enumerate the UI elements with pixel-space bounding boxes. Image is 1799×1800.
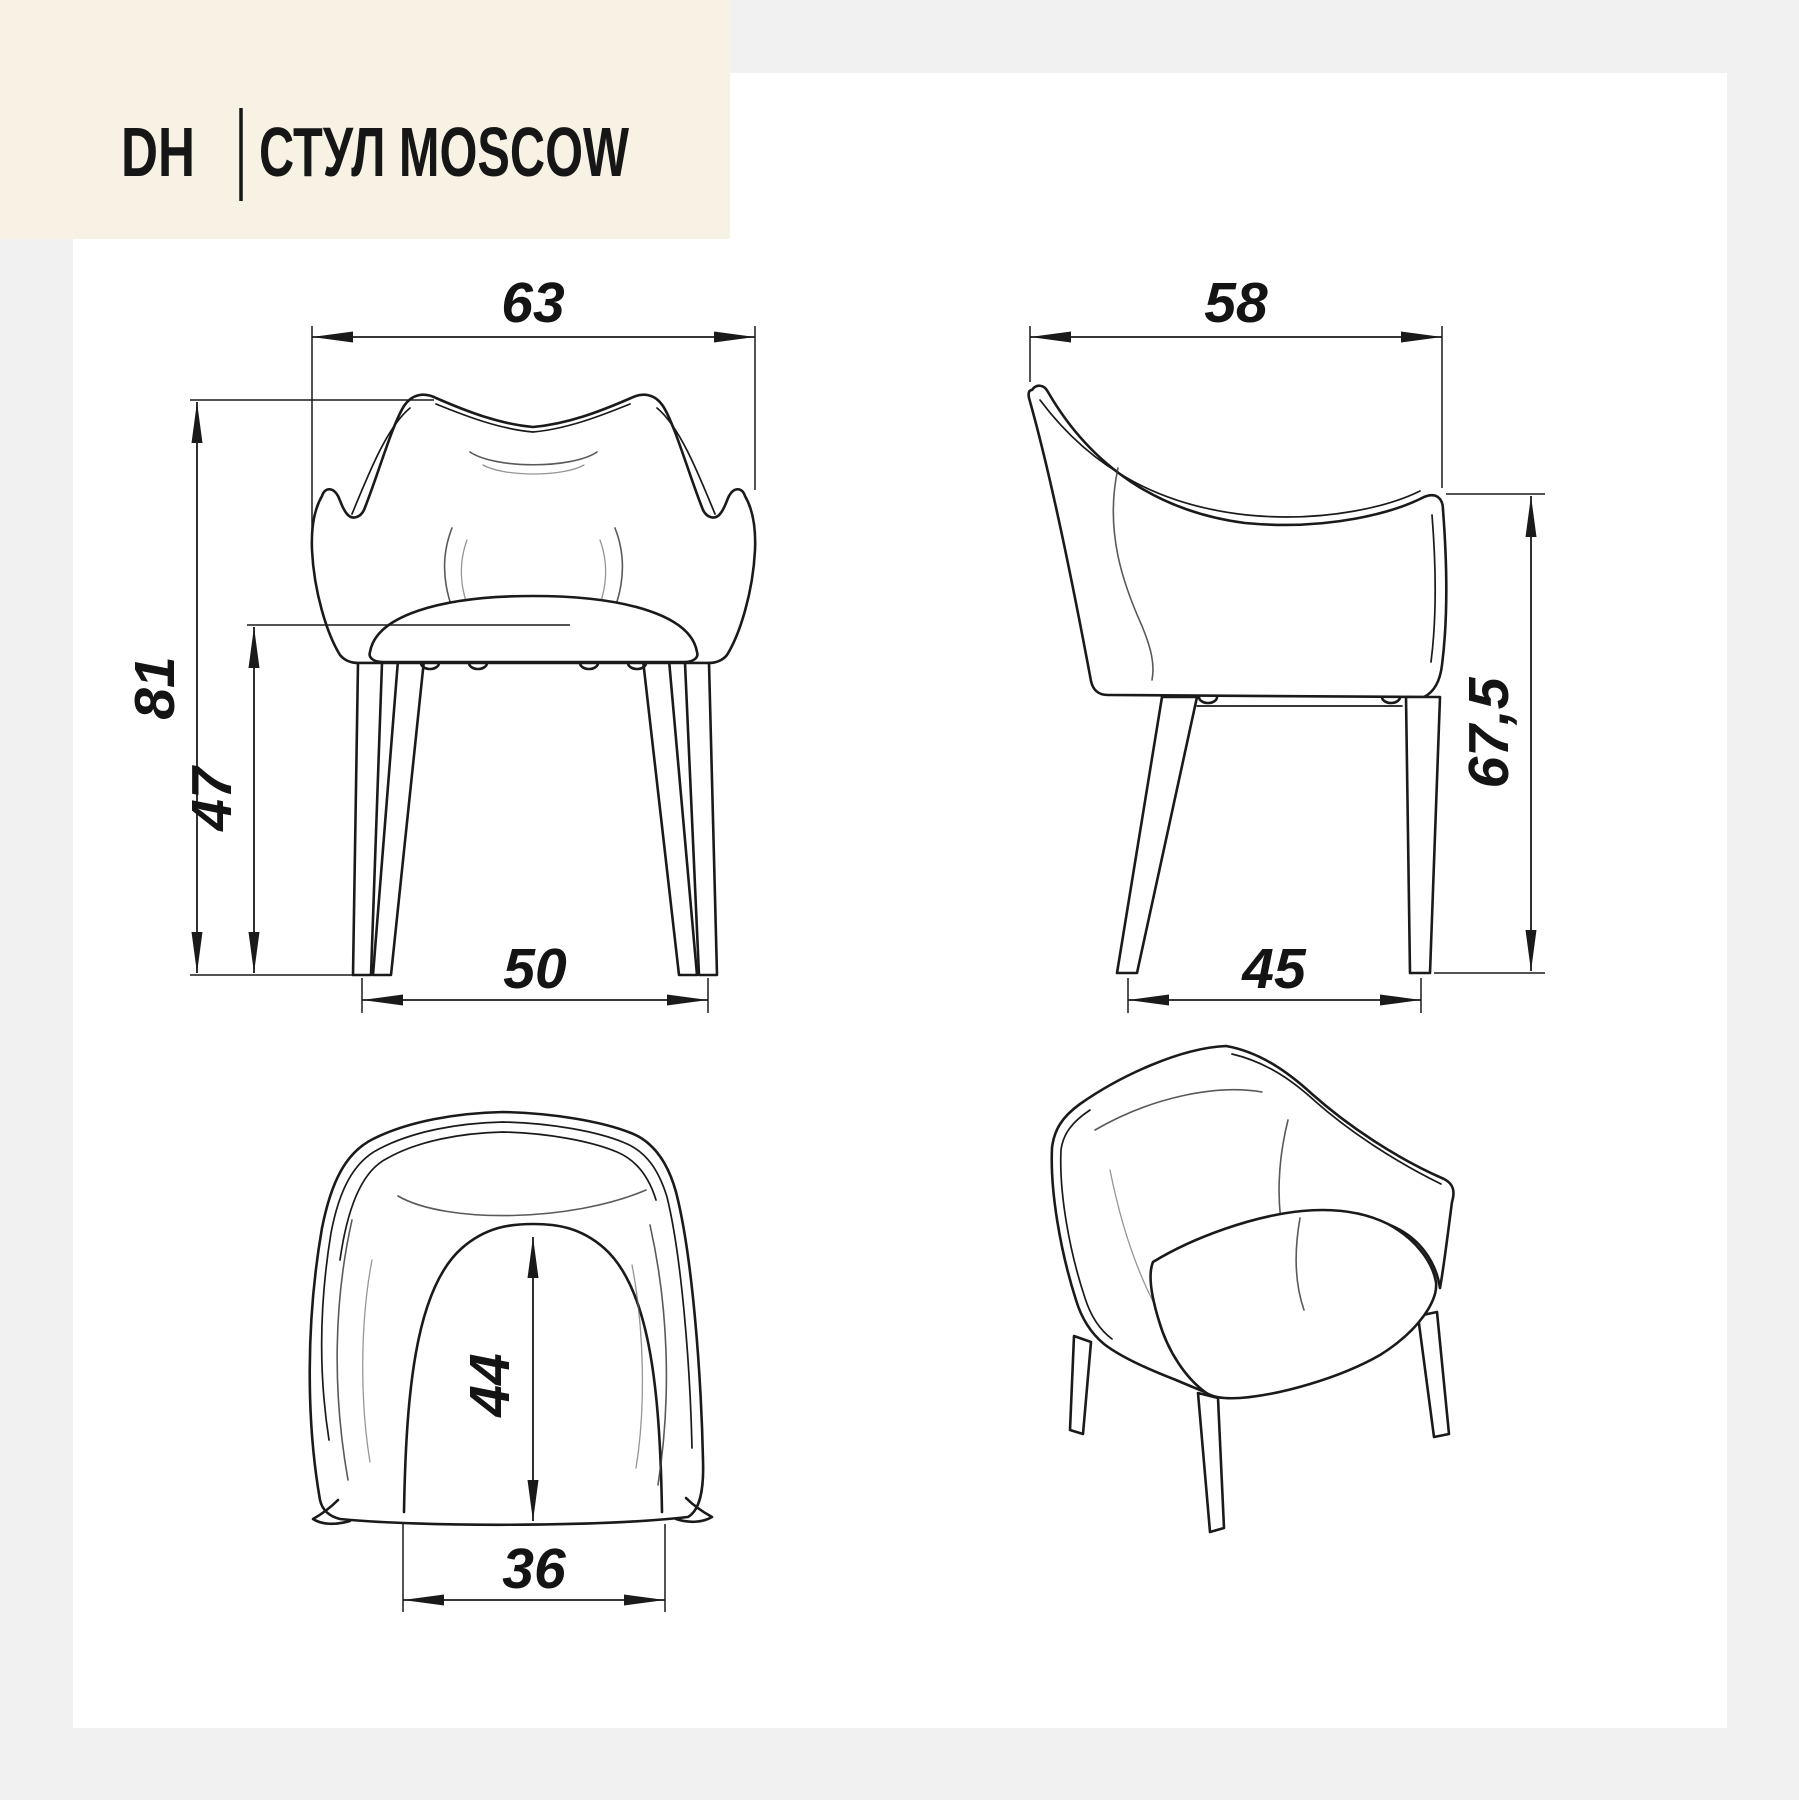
dim-label-side-back-height: 67,5 [1457,677,1521,789]
dim-label-side-depth: 58 [1204,271,1268,335]
dim-label-front-width: 63 [501,271,565,335]
dim-label-back-opening-width: 36 [502,1537,566,1601]
dim-label-back-opening-height: 44 [458,1353,522,1417]
dim-label-front-leg-stance: 50 [503,937,567,1001]
dim-label-front-seat-height: 47 [180,767,244,831]
dim-label-front-height: 81 [123,656,187,720]
dim-label-side-leg-stance: 45 [1242,937,1306,1001]
page-title: СТУЛ MOSCOW [259,113,629,191]
brand-logo: DH [121,113,195,191]
